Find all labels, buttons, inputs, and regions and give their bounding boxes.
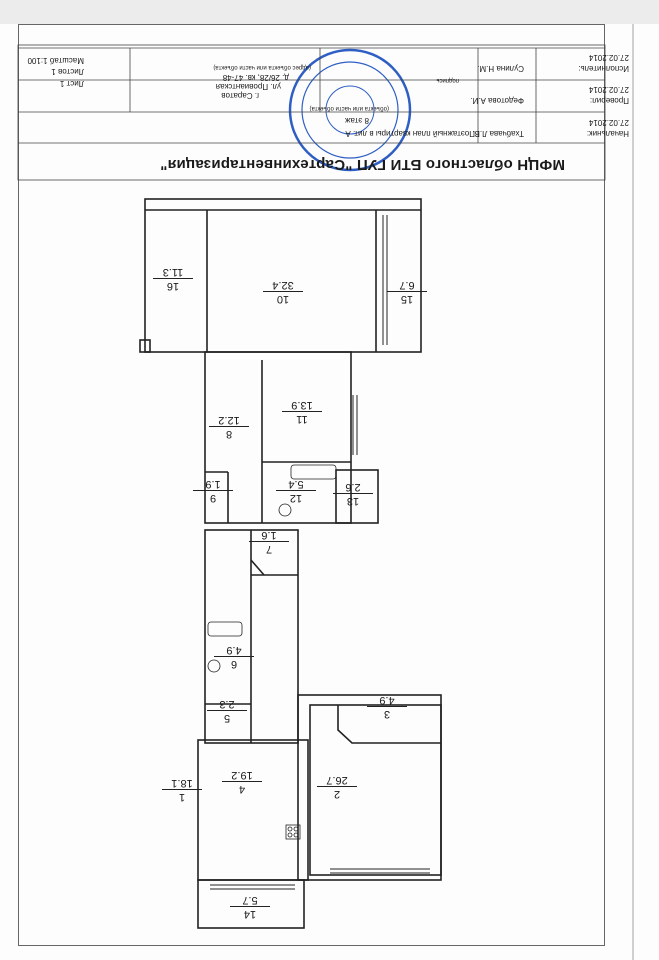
role-checker: Проверил: bbox=[589, 96, 629, 105]
scale: Масштаб 1:100 bbox=[27, 56, 84, 65]
name-executor: Сулина Н.М. bbox=[477, 64, 524, 73]
name-checker: Федотова А.И. bbox=[470, 96, 524, 105]
building-address: д. 26/28, кв. 47-48 bbox=[222, 73, 289, 82]
date-executor: 27.02.2014 bbox=[588, 53, 629, 62]
address-caption: (адрес объекта или части объекта) bbox=[213, 64, 311, 70]
room-12-label: 12 5.4 bbox=[276, 478, 316, 504]
object-caption: (объекта или части объекта) bbox=[309, 105, 389, 111]
room-13-label: 13 2.6 bbox=[333, 481, 373, 507]
name-chief: Тхабчава Л.В. bbox=[472, 129, 524, 138]
room-6-label: 6 4.9 bbox=[214, 644, 254, 670]
room-16-label: 16 11.3 bbox=[153, 266, 193, 292]
city: г. Саратов bbox=[221, 91, 259, 100]
org-title: МФЦН областного БТИ ГУП "Сартехинвентаризация" bbox=[160, 156, 565, 173]
sheets: Листов 1 bbox=[51, 67, 84, 76]
room-2-label: 2 26.7 bbox=[317, 774, 357, 800]
role-executor: Исполнитель: bbox=[578, 64, 629, 73]
room-15-label: 15 6.7 bbox=[387, 279, 427, 305]
room-1-label: 1 18.1 bbox=[162, 777, 202, 803]
date-chief: 27.02.2014 bbox=[588, 118, 629, 127]
street: ул. Провиантская bbox=[215, 82, 281, 91]
room-4-label: 4 19.2 bbox=[222, 769, 262, 795]
room-5-label: 5 2.3 bbox=[207, 698, 247, 724]
role-chief: Начальник: bbox=[586, 129, 629, 138]
room-11-label: 11 13.9 bbox=[282, 399, 322, 425]
floor-label: 8 этаж bbox=[345, 116, 369, 125]
room-7-label: 7 1.6 bbox=[249, 529, 289, 555]
room-14-label: 14 5.7 bbox=[230, 894, 270, 920]
room-10-label: 10 32.4 bbox=[263, 279, 303, 305]
plan-title: Поэтажный план квартиры в лит. А bbox=[345, 129, 475, 138]
room-9-label: 9 1.9 bbox=[193, 478, 233, 504]
date-checker: 27.02.2014 bbox=[588, 85, 629, 94]
room-8-label: 8 12.2 bbox=[209, 414, 249, 440]
room-3-label: 3 4.9 bbox=[367, 694, 407, 720]
sheet: Лист 1 bbox=[59, 79, 84, 88]
signature-caption: подпись bbox=[436, 77, 459, 83]
